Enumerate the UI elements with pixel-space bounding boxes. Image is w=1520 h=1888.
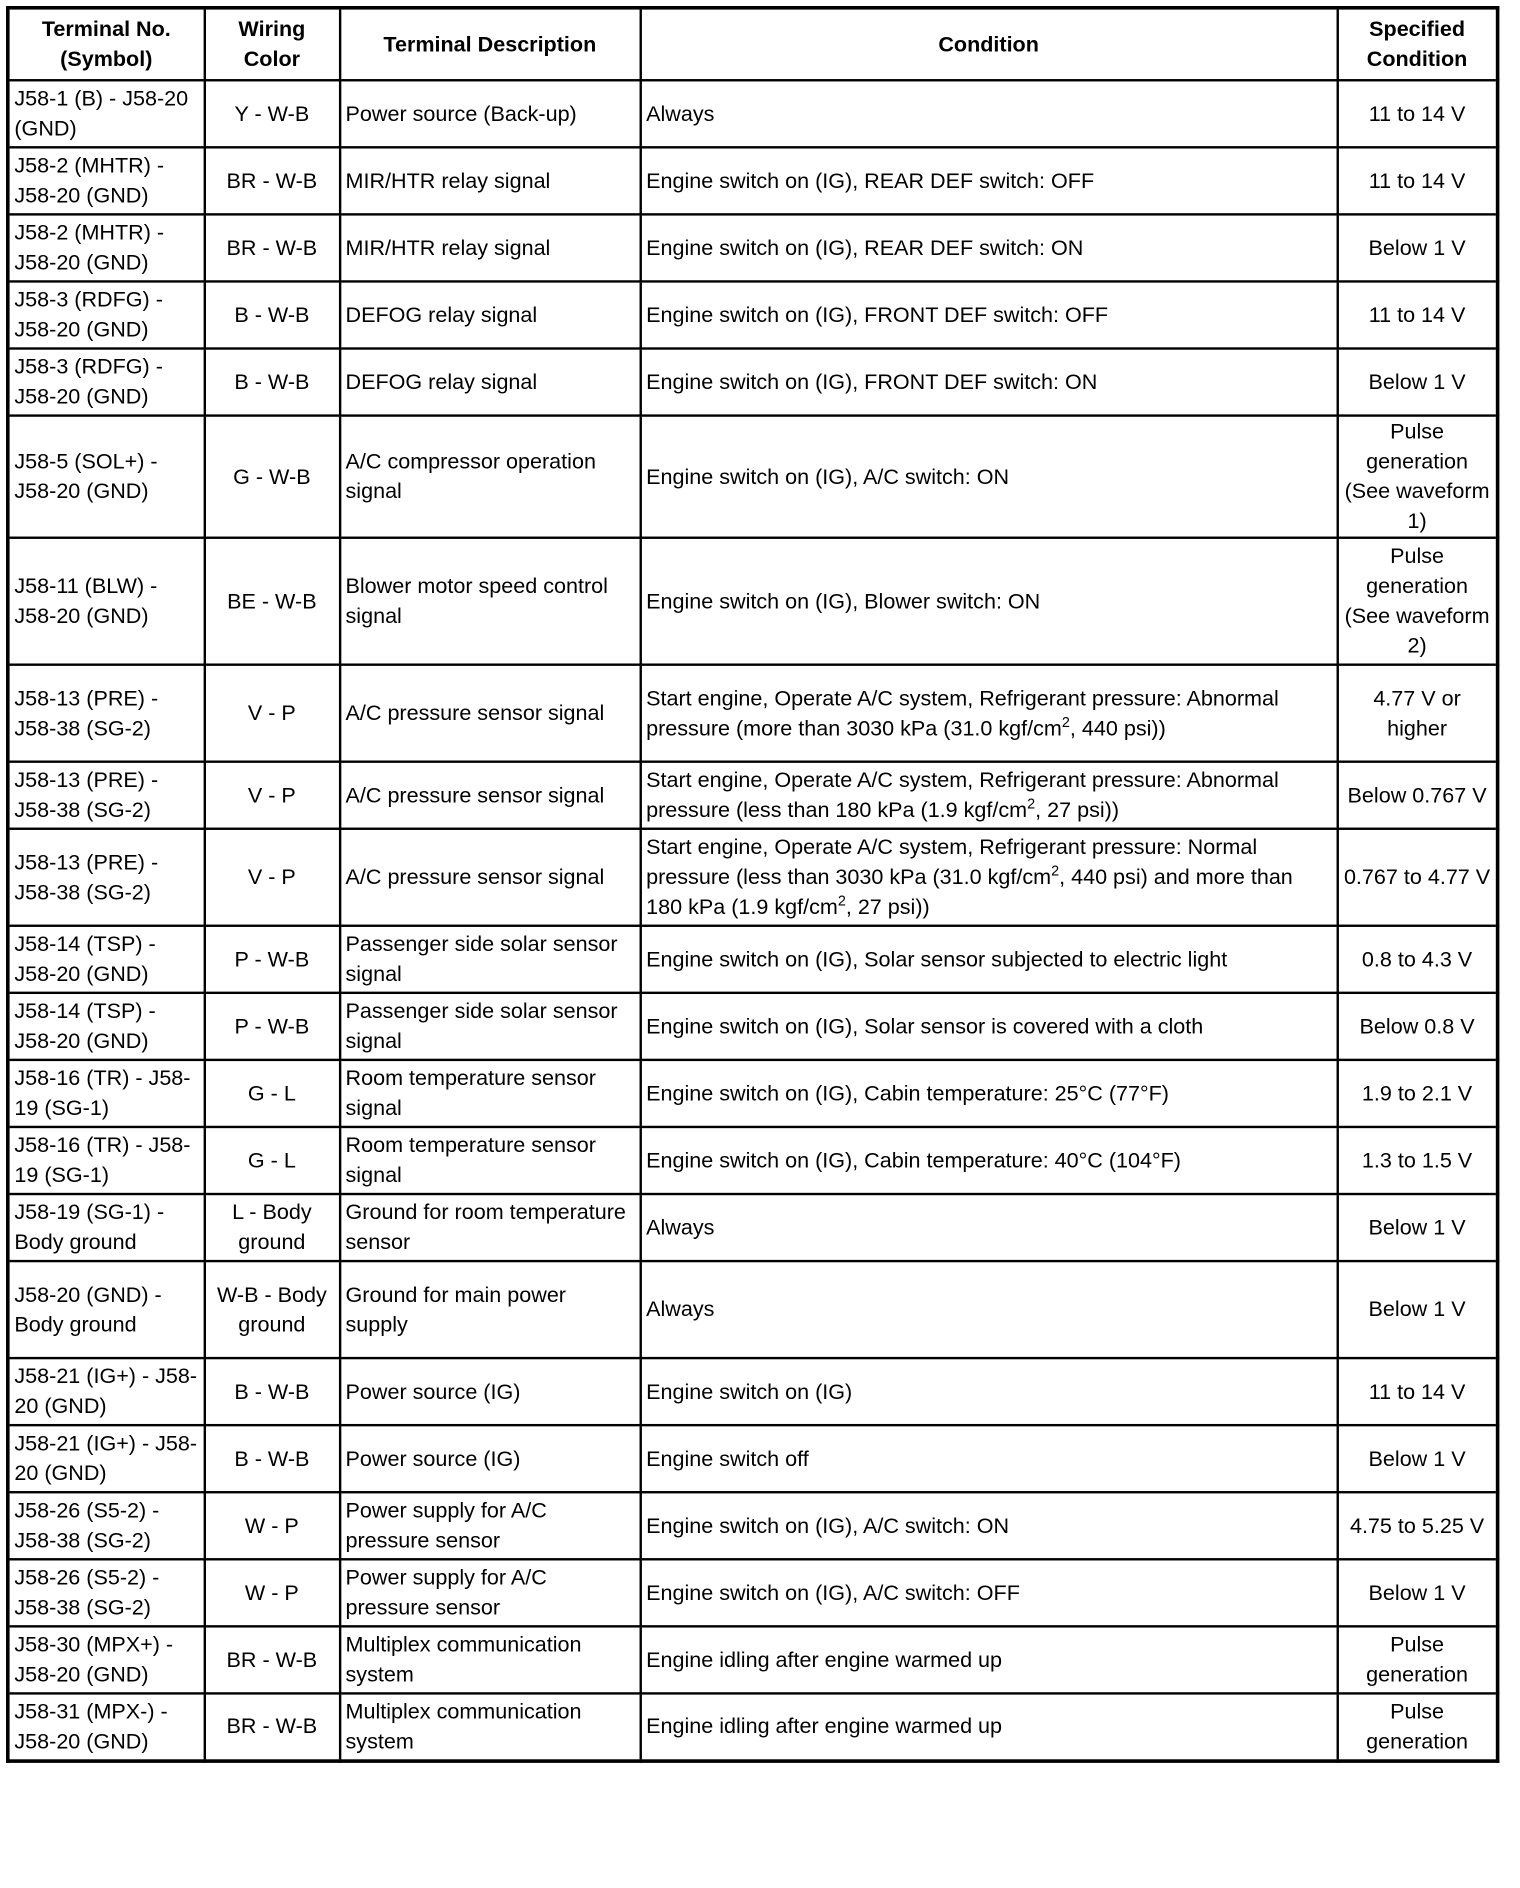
wiring-color-cell: P - W-B <box>204 926 339 993</box>
condition-cell: Engine switch on (IG), REAR DEF switch: OFF <box>640 147 1337 214</box>
wiring-color-cell: G - W-B <box>204 416 339 538</box>
specified-condition-cell: 11 to 14 V <box>1337 147 1497 214</box>
specified-condition-cell: Below 0.767 V <box>1337 762 1497 829</box>
specified-condition-cell: Below 1 V <box>1337 1559 1497 1626</box>
condition-cell: Engine switch on (IG), A/C switch: ON <box>640 416 1337 538</box>
specified-condition-cell: 0.8 to 4.3 V <box>1337 926 1497 993</box>
specified-condition-cell: 11 to 14 V <box>1337 1358 1497 1425</box>
terminal-cell: J58-26 (S5-2) - J58-38 (SG-2) <box>8 1492 204 1559</box>
condition-text: Start engine, Operate A/C system, Refrigerant pressure: Normal pressure (less than 3030 kPa (31.0 kgf/cm <box>646 834 1258 889</box>
condition-text: , 27 psi)) <box>845 894 930 919</box>
table-row <box>8 538 1498 665</box>
specified-condition-cell: Below 1 V <box>1337 1425 1497 1492</box>
table-row <box>8 281 1498 348</box>
table-row <box>8 829 1498 926</box>
specified-condition-cell: 4.77 V or higher <box>1337 665 1497 762</box>
condition-cell: Engine switch on (IG), Solar sensor subjected to electric light <box>640 926 1337 993</box>
terminal-cell: J58-16 (TR) - J58-19 (SG-1) <box>8 1060 204 1127</box>
condition-text: , 27 psi)) <box>1035 797 1120 822</box>
condition-cell: Always <box>640 80 1337 147</box>
terminal-cell: J58-26 (S5-2) - J58-38 (SG-2) <box>8 1559 204 1626</box>
table-row <box>8 665 1498 762</box>
condition-cell: Engine switch on (IG), A/C switch: ON <box>640 1492 1337 1559</box>
wiring-color-cell: W-B - Body ground <box>204 1261 339 1358</box>
description-cell: Ground for room temperature sensor <box>340 1194 641 1261</box>
condition-cell: Engine switch on (IG) <box>640 1358 1337 1425</box>
specified-condition-cell: Pulse generation <box>1337 1693 1497 1760</box>
specified-condition-cell: Below 1 V <box>1337 1261 1497 1358</box>
wiring-color-cell: BR - W-B <box>204 1693 339 1760</box>
header-condition: Condition <box>640 8 1337 80</box>
description-cell: Room temperature sensor signal <box>340 1060 641 1127</box>
wiring-color-cell: BE - W-B <box>204 538 339 665</box>
condition-cell: Engine switch on (IG), Blower switch: ON <box>640 538 1337 665</box>
wiring-color-cell: G - L <box>204 1060 339 1127</box>
specified-condition-cell: 11 to 14 V <box>1337 281 1497 348</box>
table-row <box>8 349 1498 416</box>
table-row <box>8 1693 1498 1760</box>
specified-condition-cell: Pulse generation (See waveform 2) <box>1337 538 1497 665</box>
description-cell: Multiplex communication system <box>340 1693 641 1760</box>
description-cell: A/C pressure sensor signal <box>340 829 641 926</box>
terminal-cell: J58-3 (RDFG) - J58-20 (GND) <box>8 349 204 416</box>
description-cell: Passenger side solar sensor signal <box>340 993 641 1060</box>
superscript: 2 <box>837 892 846 909</box>
condition-cell: Engine idling after engine warmed up <box>640 1693 1337 1760</box>
wiring-color-cell: P - W-B <box>204 993 339 1060</box>
wiring-color-cell: B - W-B <box>204 349 339 416</box>
condition-cell: Always <box>640 1194 1337 1261</box>
terminal-cell: J58-11 (BLW) - J58-20 (GND) <box>8 538 204 665</box>
terminal-cell: J58-21 (IG+) - J58-20 (GND) <box>8 1358 204 1425</box>
description-cell: MIR/HTR relay signal <box>340 214 641 281</box>
condition-text: Start engine, Operate A/C system, Refrigerant pressure: Abnormal pressure (more than 3030 kPa (31.0 kgf/cm <box>646 685 1279 740</box>
header-terminal: Terminal No. (Symbol) <box>8 8 204 80</box>
table-row <box>8 1358 1498 1425</box>
description-cell: Blower motor speed control signal <box>340 538 641 665</box>
description-cell: Room temperature sensor signal <box>340 1127 641 1194</box>
condition-cell: Engine switch on (IG), A/C switch: OFF <box>640 1559 1337 1626</box>
wiring-color-cell: G - L <box>204 1127 339 1194</box>
specified-condition-cell: Pulse generation <box>1337 1626 1497 1693</box>
table-row <box>8 993 1498 1060</box>
wiring-color-cell: Y - W-B <box>204 80 339 147</box>
terminal-cell: J58-13 (PRE) - J58-38 (SG-2) <box>8 762 204 829</box>
description-cell: Power source (Back-up) <box>340 80 641 147</box>
terminal-cell: J58-3 (RDFG) - J58-20 (GND) <box>8 281 204 348</box>
terminal-cell: J58-21 (IG+) - J58-20 (GND) <box>8 1425 204 1492</box>
condition-cell: Engine switch on (IG), Cabin temperature: 25°C (77°F) <box>640 1060 1337 1127</box>
terminal-cell: J58-1 (B) - J58-20 (GND) <box>8 80 204 147</box>
condition-cell <box>640 762 1337 829</box>
specified-condition-cell: Pulse generation (See waveform 1) <box>1337 416 1497 538</box>
specified-condition-cell: 4.75 to 5.25 V <box>1337 1492 1497 1559</box>
condition-cell: Engine switch on (IG), REAR DEF switch: ON <box>640 214 1337 281</box>
condition-cell <box>640 665 1337 762</box>
wiring-color-cell: BR - W-B <box>204 147 339 214</box>
terminal-cell: J58-5 (SOL+) - J58-20 (GND) <box>8 416 204 538</box>
header-terminal-description: Terminal Description <box>340 8 641 80</box>
condition-cell: Engine switch on (IG), Solar sensor is covered with a cloth <box>640 993 1337 1060</box>
table-row <box>8 1194 1498 1261</box>
superscript: 2 <box>1027 795 1036 812</box>
wiring-color-cell: W - P <box>204 1559 339 1626</box>
description-cell: Power source (IG) <box>340 1358 641 1425</box>
condition-cell: Engine switch off <box>640 1425 1337 1492</box>
terminal-cell: J58-30 (MPX+) - J58-20 (GND) <box>8 1626 204 1693</box>
description-cell: Ground for main power supply <box>340 1261 641 1358</box>
description-cell: A/C pressure sensor signal <box>340 665 641 762</box>
description-cell: DEFOG relay signal <box>340 349 641 416</box>
specified-condition-cell: Below 1 V <box>1337 349 1497 416</box>
header-specified-condition: Specified Condition <box>1337 8 1497 80</box>
condition-cell: Engine switch on (IG), FRONT DEF switch: OFF <box>640 281 1337 348</box>
table-row <box>8 1626 1498 1693</box>
description-cell: A/C compressor operation signal <box>340 416 641 538</box>
table-row <box>8 926 1498 993</box>
header-row <box>8 8 1498 80</box>
condition-text: , 440 psi) and more than 180 kPa (1.9 kgf/cm <box>646 864 1293 919</box>
table-row <box>8 80 1498 147</box>
terminal-cell: J58-2 (MHTR) - J58-20 (GND) <box>8 214 204 281</box>
condition-text: Start engine, Operate A/C system, Refrigerant pressure: Abnormal pressure (less than 180 kPa (1.9 kgf/cm <box>646 767 1279 822</box>
wiring-color-cell: V - P <box>204 762 339 829</box>
table-row <box>8 1060 1498 1127</box>
specified-condition-cell: Below 1 V <box>1337 1194 1497 1261</box>
wiring-color-cell: B - W-B <box>204 281 339 348</box>
terminal-cell: J58-2 (MHTR) - J58-20 (GND) <box>8 147 204 214</box>
description-cell: Power source (IG) <box>340 1425 641 1492</box>
wiring-color-cell: V - P <box>204 665 339 762</box>
wiring-color-cell: V - P <box>204 829 339 926</box>
wiring-color-cell: L - Body ground <box>204 1194 339 1261</box>
table-row <box>8 1127 1498 1194</box>
condition-cell: Engine switch on (IG), FRONT DEF switch: ON <box>640 349 1337 416</box>
table-row <box>8 762 1498 829</box>
superscript: 2 <box>1051 862 1060 880</box>
document-page <box>6 6 1499 1762</box>
terminal-spec-table <box>6 6 1499 1762</box>
terminal-cell: J58-31 (MPX-) - J58-20 (GND) <box>8 1693 204 1760</box>
condition-cell: Engine switch on (IG), Cabin temperature: 40°C (104°F) <box>640 1127 1337 1194</box>
terminal-cell: J58-16 (TR) - J58-19 (SG-1) <box>8 1127 204 1194</box>
terminal-cell: J58-14 (TSP) - J58-20 (GND) <box>8 993 204 1060</box>
specified-condition-cell: 0.767 to 4.77 V <box>1337 829 1497 926</box>
specified-condition-cell: Below 0.8 V <box>1337 993 1497 1060</box>
specified-condition-cell: Below 1 V <box>1337 214 1497 281</box>
specified-condition-cell: 11 to 14 V <box>1337 80 1497 147</box>
wiring-color-cell: B - W-B <box>204 1425 339 1492</box>
terminal-cell: J58-14 (TSP) - J58-20 (GND) <box>8 926 204 993</box>
terminal-cell: J58-19 (SG-1) - Body ground <box>8 1194 204 1261</box>
specified-condition-cell: 1.9 to 2.1 V <box>1337 1060 1497 1127</box>
table-row <box>8 1492 1498 1559</box>
description-cell: A/C pressure sensor signal <box>340 762 641 829</box>
terminal-cell: J58-13 (PRE) - J58-38 (SG-2) <box>8 665 204 762</box>
description-cell: Power supply for A/C pressure sensor <box>340 1559 641 1626</box>
specified-condition-cell: 1.3 to 1.5 V <box>1337 1127 1497 1194</box>
table-row <box>8 147 1498 214</box>
description-cell: Multiplex communication system <box>340 1626 641 1693</box>
condition-text: , 440 psi)) <box>1069 715 1166 740</box>
condition-cell: Engine idling after engine warmed up <box>640 1626 1337 1693</box>
condition-cell: Always <box>640 1261 1337 1358</box>
terminal-cell: J58-13 (PRE) - J58-38 (SG-2) <box>8 829 204 926</box>
description-cell: MIR/HTR relay signal <box>340 147 641 214</box>
table-row <box>8 1261 1498 1358</box>
table-row <box>8 416 1498 538</box>
wiring-color-cell: W - P <box>204 1492 339 1559</box>
description-cell: DEFOG relay signal <box>340 281 641 348</box>
description-cell: Power supply for A/C pressure sensor <box>340 1492 641 1559</box>
condition-cell <box>640 829 1337 926</box>
terminal-cell: J58-20 (GND) - Body ground <box>8 1261 204 1358</box>
wiring-color-cell: BR - W-B <box>204 1626 339 1693</box>
header-wiring-color: Wiring Color <box>204 8 339 80</box>
table-row <box>8 1425 1498 1492</box>
wiring-color-cell: B - W-B <box>204 1358 339 1425</box>
wiring-color-cell: BR - W-B <box>204 214 339 281</box>
superscript: 2 <box>1061 713 1070 730</box>
description-cell: Passenger side solar sensor signal <box>340 926 641 993</box>
table-row <box>8 214 1498 281</box>
table-row <box>8 1559 1498 1626</box>
